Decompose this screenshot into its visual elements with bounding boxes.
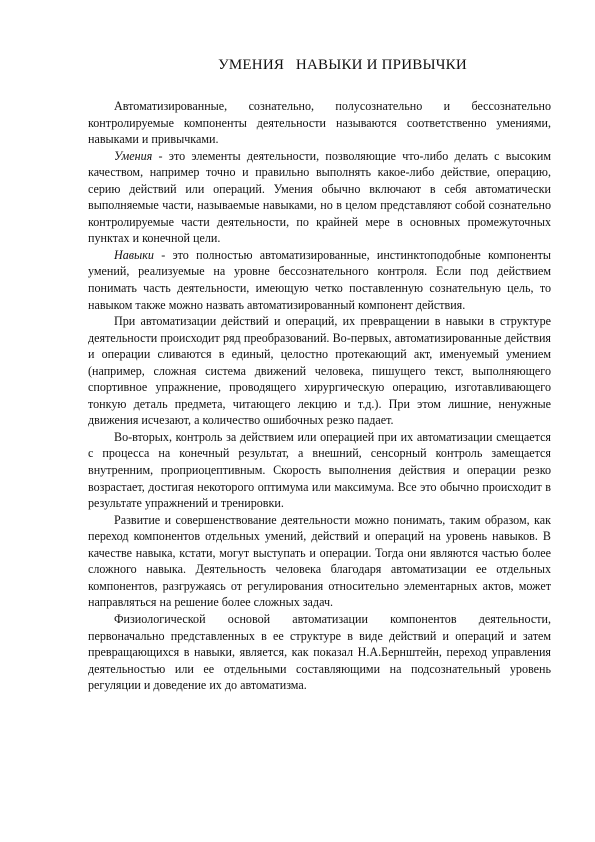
paragraph-skills-definition [88, 148, 551, 247]
paragraph-automation [88, 313, 551, 429]
paragraph-text: Развитие и совершенствование деятельности можно понимать, таким образом, как переход компонентов отдельных умений, действий и операций на уровень навыков. В качестве навыка, кстати, могут выступать и операции. Тогда они являются частью более сложного навыка. Деятельность человека благодаря автоматизации ее отдельных компонентов, разгружаясь от регулирования относительно элементарных актов, может направляться на решение более сложных задач. [88, 512, 551, 610]
paragraph-text: Во-вторых, контроль за действием или операцией при их автоматизации смещается с процесса на конечный результат, а внешний, сенсорный контроль замещается внутренним, проприоцептивным. Скорость выполнения действия и операции резко возрастает, достигая некоторого оптимума или максимума. Все это обычно происходит в результате упражнений и тренировки. [88, 429, 551, 511]
term-umeniya: Умения [114, 148, 153, 163]
term-navyki: Навыки [114, 247, 154, 262]
paragraph-development [88, 512, 551, 611]
paragraph-text: Физиологической основой автоматизации компонентов деятельности, первоначально представленных в ее структуре в виде действий и операций и затем превращающихся в навыки, является, как показал Н.А.Бернштейн, переход управления деятельностью или ее отдельными составляющими на подсознательный уровень регуляции и доведение их до автоматизма. [88, 611, 551, 693]
paragraph-intro [88, 98, 551, 148]
paragraph-control-shift [88, 429, 551, 512]
document-body [88, 98, 551, 694]
paragraph-text: - это полностью автоматизированные, инстинктоподобные компоненты умений, реализуемые на уровне бессознательного контроля. Если под действием понимать часть деятельности, имеющую четко поставленную сознательную цель, то навыком также можно назвать автоматизированный компонент действия. [88, 247, 551, 312]
paragraph-text: При автоматизации действий и операций, их превращении в навыки в структуре деятельности происходит ряд преобразований. Во-первых, автоматизированные действия и операции сливаются в единый, целостно протекающий акт, именуемый умением (например, сложная система движений человека, пишущего текст, выполняющего спортивное упражнение, проводящего хирургическую операцию, изготавливающего тонкую деталь предмета, читающего лекцию и т.д.). При этом лишние, ненужные движения исчезают, а количество ошибочных резко падает. [88, 314, 551, 428]
page-title: УМЕНИЯ НАВЫКИ И ПРИВЫЧКИ [218, 57, 467, 73]
paragraph-text: - это элементы деятельности, позволяющие что-либо делать с высоким качеством, например точно и правильно выполнять какое-либо действие, операцию, серию действий или операций. Умения обычно включают в себя автоматически выполняемые части, называемые навыками, но в целом представляют собой сознательно контролируемые части деятельности, по крайней мере в основных промежуточных пунктах и конечной цели. [88, 148, 551, 246]
paragraph-physiology [88, 611, 551, 694]
paragraph-habits-definition [88, 247, 551, 313]
paragraph-text: Автоматизированные, сознательно, полусознательно и бессознательно контролируемые компоненты деятельности называются соответственно умениями, навыками и привычками. [88, 99, 551, 147]
